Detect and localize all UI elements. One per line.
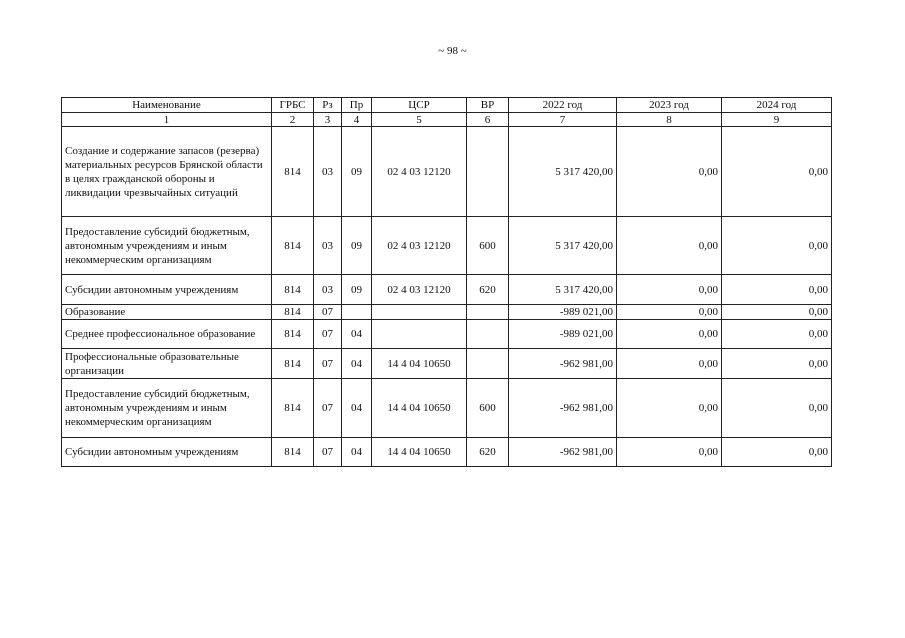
row-name: Среднее профессиональное образование xyxy=(62,320,272,349)
row-grbs: 814 xyxy=(272,305,314,320)
row-value-2022: -962 981,00 xyxy=(509,438,617,467)
row-name: Образование xyxy=(62,305,272,320)
row-name: Субсидии автономным учреждениям xyxy=(62,275,272,305)
header-cell-grbs: ГРБС xyxy=(272,98,314,113)
row-value-2022: -962 981,00 xyxy=(509,379,617,438)
row-csr: 02 4 03 12120 xyxy=(372,127,467,217)
row-value-2023: 0,00 xyxy=(617,379,722,438)
row-pr: 04 xyxy=(342,349,372,379)
row-value-2022: 5 317 420,00 xyxy=(509,217,617,275)
row-pr: 04 xyxy=(342,438,372,467)
page-number: ~ 98 ~ xyxy=(438,45,467,57)
row-vr xyxy=(467,305,509,320)
row-pr: 04 xyxy=(342,320,372,349)
row-rz: 07 xyxy=(314,349,342,379)
row-value-2024: 0,00 xyxy=(722,320,832,349)
row-pr: 09 xyxy=(342,217,372,275)
table-row xyxy=(62,349,832,379)
table-row xyxy=(62,275,832,305)
header-cell-2023: 2023 год xyxy=(617,98,722,113)
row-vr: 600 xyxy=(467,217,509,275)
row-csr: 14 4 04 10650 xyxy=(372,349,467,379)
row-csr: 14 4 04 10650 xyxy=(372,379,467,438)
row-name: Создание и содержание запасов (резерва) материальных ресурсов Брянской области в целях гражданской обороны и ликвидации чрезвычайных ситуаций xyxy=(62,127,272,217)
header-cell-name: Наименование xyxy=(62,98,272,113)
column-number: 3 xyxy=(314,113,342,127)
row-pr: 09 xyxy=(342,127,372,217)
header-cell-csr: ЦСР xyxy=(372,98,467,113)
row-value-2022: 5 317 420,00 xyxy=(509,275,617,305)
column-number: 9 xyxy=(722,113,832,127)
row-vr: 600 xyxy=(467,379,509,438)
column-number: 1 xyxy=(62,113,272,127)
column-number: 8 xyxy=(617,113,722,127)
row-value-2023: 0,00 xyxy=(617,305,722,320)
row-value-2024: 0,00 xyxy=(722,438,832,467)
row-value-2024: 0,00 xyxy=(722,127,832,217)
row-value-2023: 0,00 xyxy=(617,320,722,349)
row-value-2022: -989 021,00 xyxy=(509,320,617,349)
row-value-2023: 0,00 xyxy=(617,217,722,275)
table-row xyxy=(62,379,832,438)
column-number: 2 xyxy=(272,113,314,127)
row-rz: 03 xyxy=(314,217,342,275)
row-csr xyxy=(372,320,467,349)
header-cell-2024: 2024 год xyxy=(722,98,832,113)
row-csr: 14 4 04 10650 xyxy=(372,438,467,467)
column-number-row xyxy=(62,113,832,127)
row-grbs: 814 xyxy=(272,320,314,349)
header-cell-vr: ВР xyxy=(467,98,509,113)
row-rz: 07 xyxy=(314,305,342,320)
row-vr xyxy=(467,320,509,349)
row-grbs: 814 xyxy=(272,349,314,379)
row-vr xyxy=(467,127,509,217)
row-value-2024: 0,00 xyxy=(722,379,832,438)
row-rz: 07 xyxy=(314,379,342,438)
row-value-2022: 5 317 420,00 xyxy=(509,127,617,217)
row-rz: 03 xyxy=(314,275,342,305)
row-pr: 04 xyxy=(342,379,372,438)
table-row xyxy=(62,320,832,349)
table-row xyxy=(62,127,832,217)
row-grbs: 814 xyxy=(272,127,314,217)
header-row xyxy=(62,98,832,113)
row-value-2023: 0,00 xyxy=(617,127,722,217)
budget-table xyxy=(61,97,832,467)
header-cell-2022: 2022 год xyxy=(509,98,617,113)
table-row xyxy=(62,438,832,467)
table-row xyxy=(62,305,832,320)
row-vr xyxy=(467,349,509,379)
row-value-2023: 0,00 xyxy=(617,349,722,379)
row-csr xyxy=(372,305,467,320)
table-row xyxy=(62,217,832,275)
row-name: Профессиональные образовательные организации xyxy=(62,349,272,379)
row-name: Предоставление субсидий бюджетным, автономным учреждениям и иным некоммерческим организациям xyxy=(62,217,272,275)
row-value-2023: 0,00 xyxy=(617,438,722,467)
row-grbs: 814 xyxy=(272,275,314,305)
column-number: 5 xyxy=(372,113,467,127)
row-grbs: 814 xyxy=(272,379,314,438)
row-rz: 07 xyxy=(314,320,342,349)
row-grbs: 814 xyxy=(272,217,314,275)
header-cell-rz: Рз xyxy=(314,98,342,113)
header-cell-pr: Пр xyxy=(342,98,372,113)
column-number: 7 xyxy=(509,113,617,127)
row-pr xyxy=(342,305,372,320)
row-grbs: 814 xyxy=(272,438,314,467)
row-rz: 07 xyxy=(314,438,342,467)
row-pr: 09 xyxy=(342,275,372,305)
row-value-2022: -962 981,00 xyxy=(509,349,617,379)
row-name: Предоставление субсидий бюджетным, автономным учреждениям и иным некоммерческим организациям xyxy=(62,379,272,438)
row-rz: 03 xyxy=(314,127,342,217)
row-csr: 02 4 03 12120 xyxy=(372,275,467,305)
row-value-2024: 0,00 xyxy=(722,217,832,275)
column-number: 4 xyxy=(342,113,372,127)
row-value-2022: -989 021,00 xyxy=(509,305,617,320)
row-value-2024: 0,00 xyxy=(722,349,832,379)
row-vr: 620 xyxy=(467,275,509,305)
row-value-2024: 0,00 xyxy=(722,305,832,320)
row-csr: 02 4 03 12120 xyxy=(372,217,467,275)
column-number: 6 xyxy=(467,113,509,127)
row-value-2023: 0,00 xyxy=(617,275,722,305)
row-value-2024: 0,00 xyxy=(722,275,832,305)
row-vr: 620 xyxy=(467,438,509,467)
row-name: Субсидии автономным учреждениям xyxy=(62,438,272,467)
